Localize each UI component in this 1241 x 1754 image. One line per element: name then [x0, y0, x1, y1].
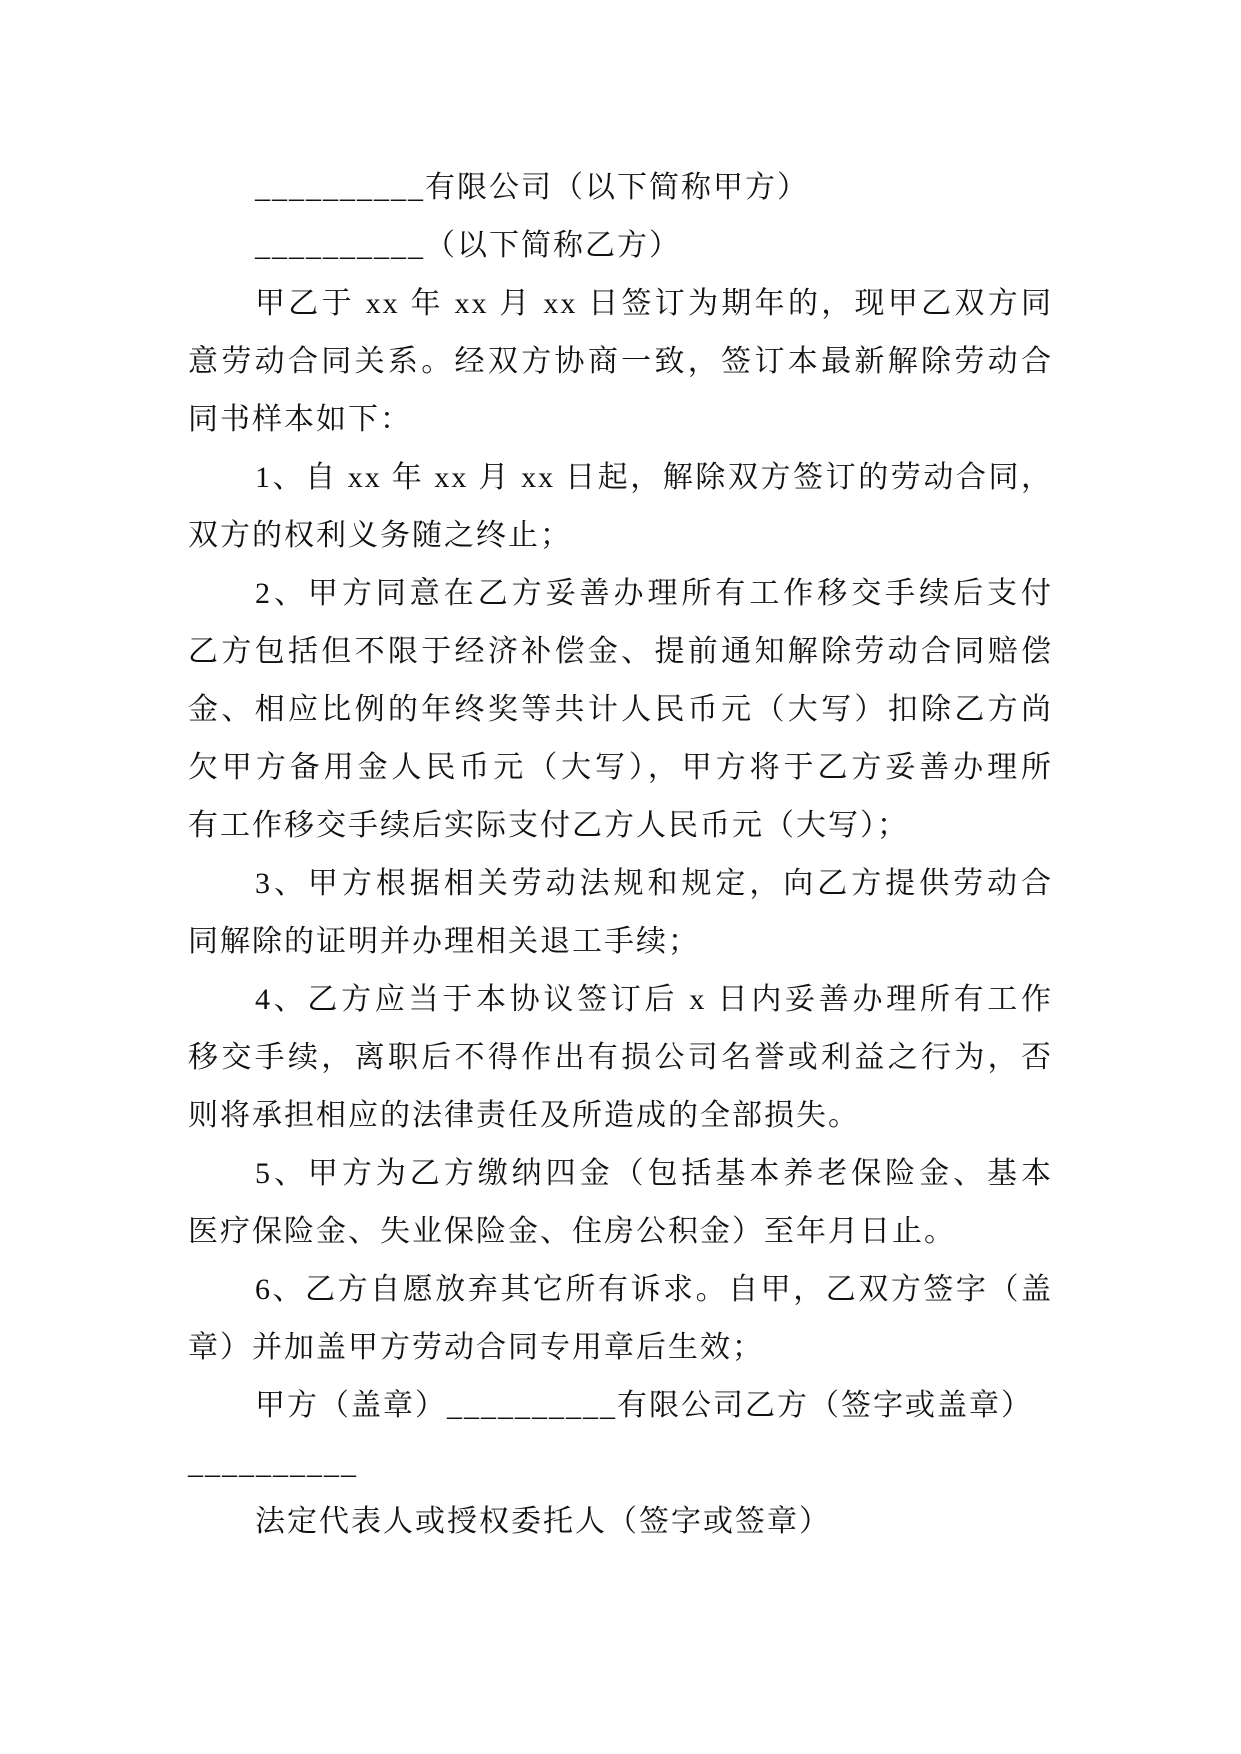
signature-block	[188, 1377, 1053, 1551]
party-signature-line: 甲方（盖章）__________有限公司乙方（签字或盖章）	[255, 1389, 1033, 1422]
paragraph-line: 1、自 xx 年 xx 月 xx 日起，解除双方签订的劳动合同，	[255, 461, 1053, 494]
paragraph-line: 有工作移交手续后实际支付乙方人民币元（大写）；	[188, 809, 909, 842]
paragraph-line: 同书样本如下：	[188, 403, 412, 436]
clause-3	[188, 855, 1053, 971]
paragraph-line: 2、甲方同意在乙方妥善办理所有工作移交手续后支付	[255, 577, 1053, 610]
paragraph-line: 移交手续，离职后不得作出有损公司名誉或利益之行为，否	[188, 1041, 1053, 1074]
clause-2	[188, 565, 1053, 855]
clause-1	[188, 449, 1053, 565]
party-b-header-line: __________（以下简称乙方）	[255, 229, 681, 262]
representative-signature-line: 法定代表人或授权委托人（签字或签章）	[255, 1505, 831, 1538]
paragraph-line: 章）并加盖甲方劳动合同专用章后生效；	[188, 1331, 764, 1364]
party-a-header-line: __________有限公司（以下简称甲方）	[255, 171, 809, 204]
paragraph-line: 金、相应比例的年终奖等共计人民币元（大写）扣除乙方尚	[188, 693, 1053, 726]
clause-6	[188, 1261, 1053, 1377]
paragraph-line: 同解除的证明并办理相关退工手续；	[188, 925, 700, 958]
signature-blank-line: __________	[188, 1447, 358, 1480]
paragraph-line: 意劳动合同关系。经双方协商一致，签订本最新解除劳动合	[188, 345, 1053, 378]
clause-4	[188, 971, 1053, 1145]
paragraph-line: 5、甲方为乙方缴纳四金（包括基本养老保险金、基本	[255, 1157, 1053, 1190]
paragraph-line: 双方的权利义务随之终止；	[188, 519, 572, 552]
paragraph-line: 医疗保险金、失业保险金、住房公积金）至年月日止。	[188, 1215, 956, 1248]
paragraph-line: 3、甲方根据相关劳动法规和规定，向乙方提供劳动合	[255, 867, 1053, 900]
document-body	[188, 159, 1053, 1551]
paragraph-line: 欠甲方备用金人民币元（大写），甲方将于乙方妥善办理所	[188, 751, 1053, 784]
paragraph-line: 6、乙方自愿放弃其它所有诉求。自甲，乙双方签字（盖	[255, 1273, 1053, 1306]
clause-5	[188, 1145, 1053, 1261]
paragraph-line: 甲乙于 xx 年 xx 月 xx 日签订为期年的，现甲乙双方同	[255, 287, 1053, 320]
paragraph-intro	[188, 275, 1053, 449]
paragraph-line: 乙方包括但不限于经济补偿金、提前通知解除劳动合同赔偿	[188, 635, 1053, 668]
paragraph-line: 4、乙方应当于本协议签订后 x 日内妥善办理所有工作	[255, 983, 1053, 1016]
paragraph-line: 则将承担相应的法律责任及所造成的全部损失。	[188, 1099, 860, 1132]
